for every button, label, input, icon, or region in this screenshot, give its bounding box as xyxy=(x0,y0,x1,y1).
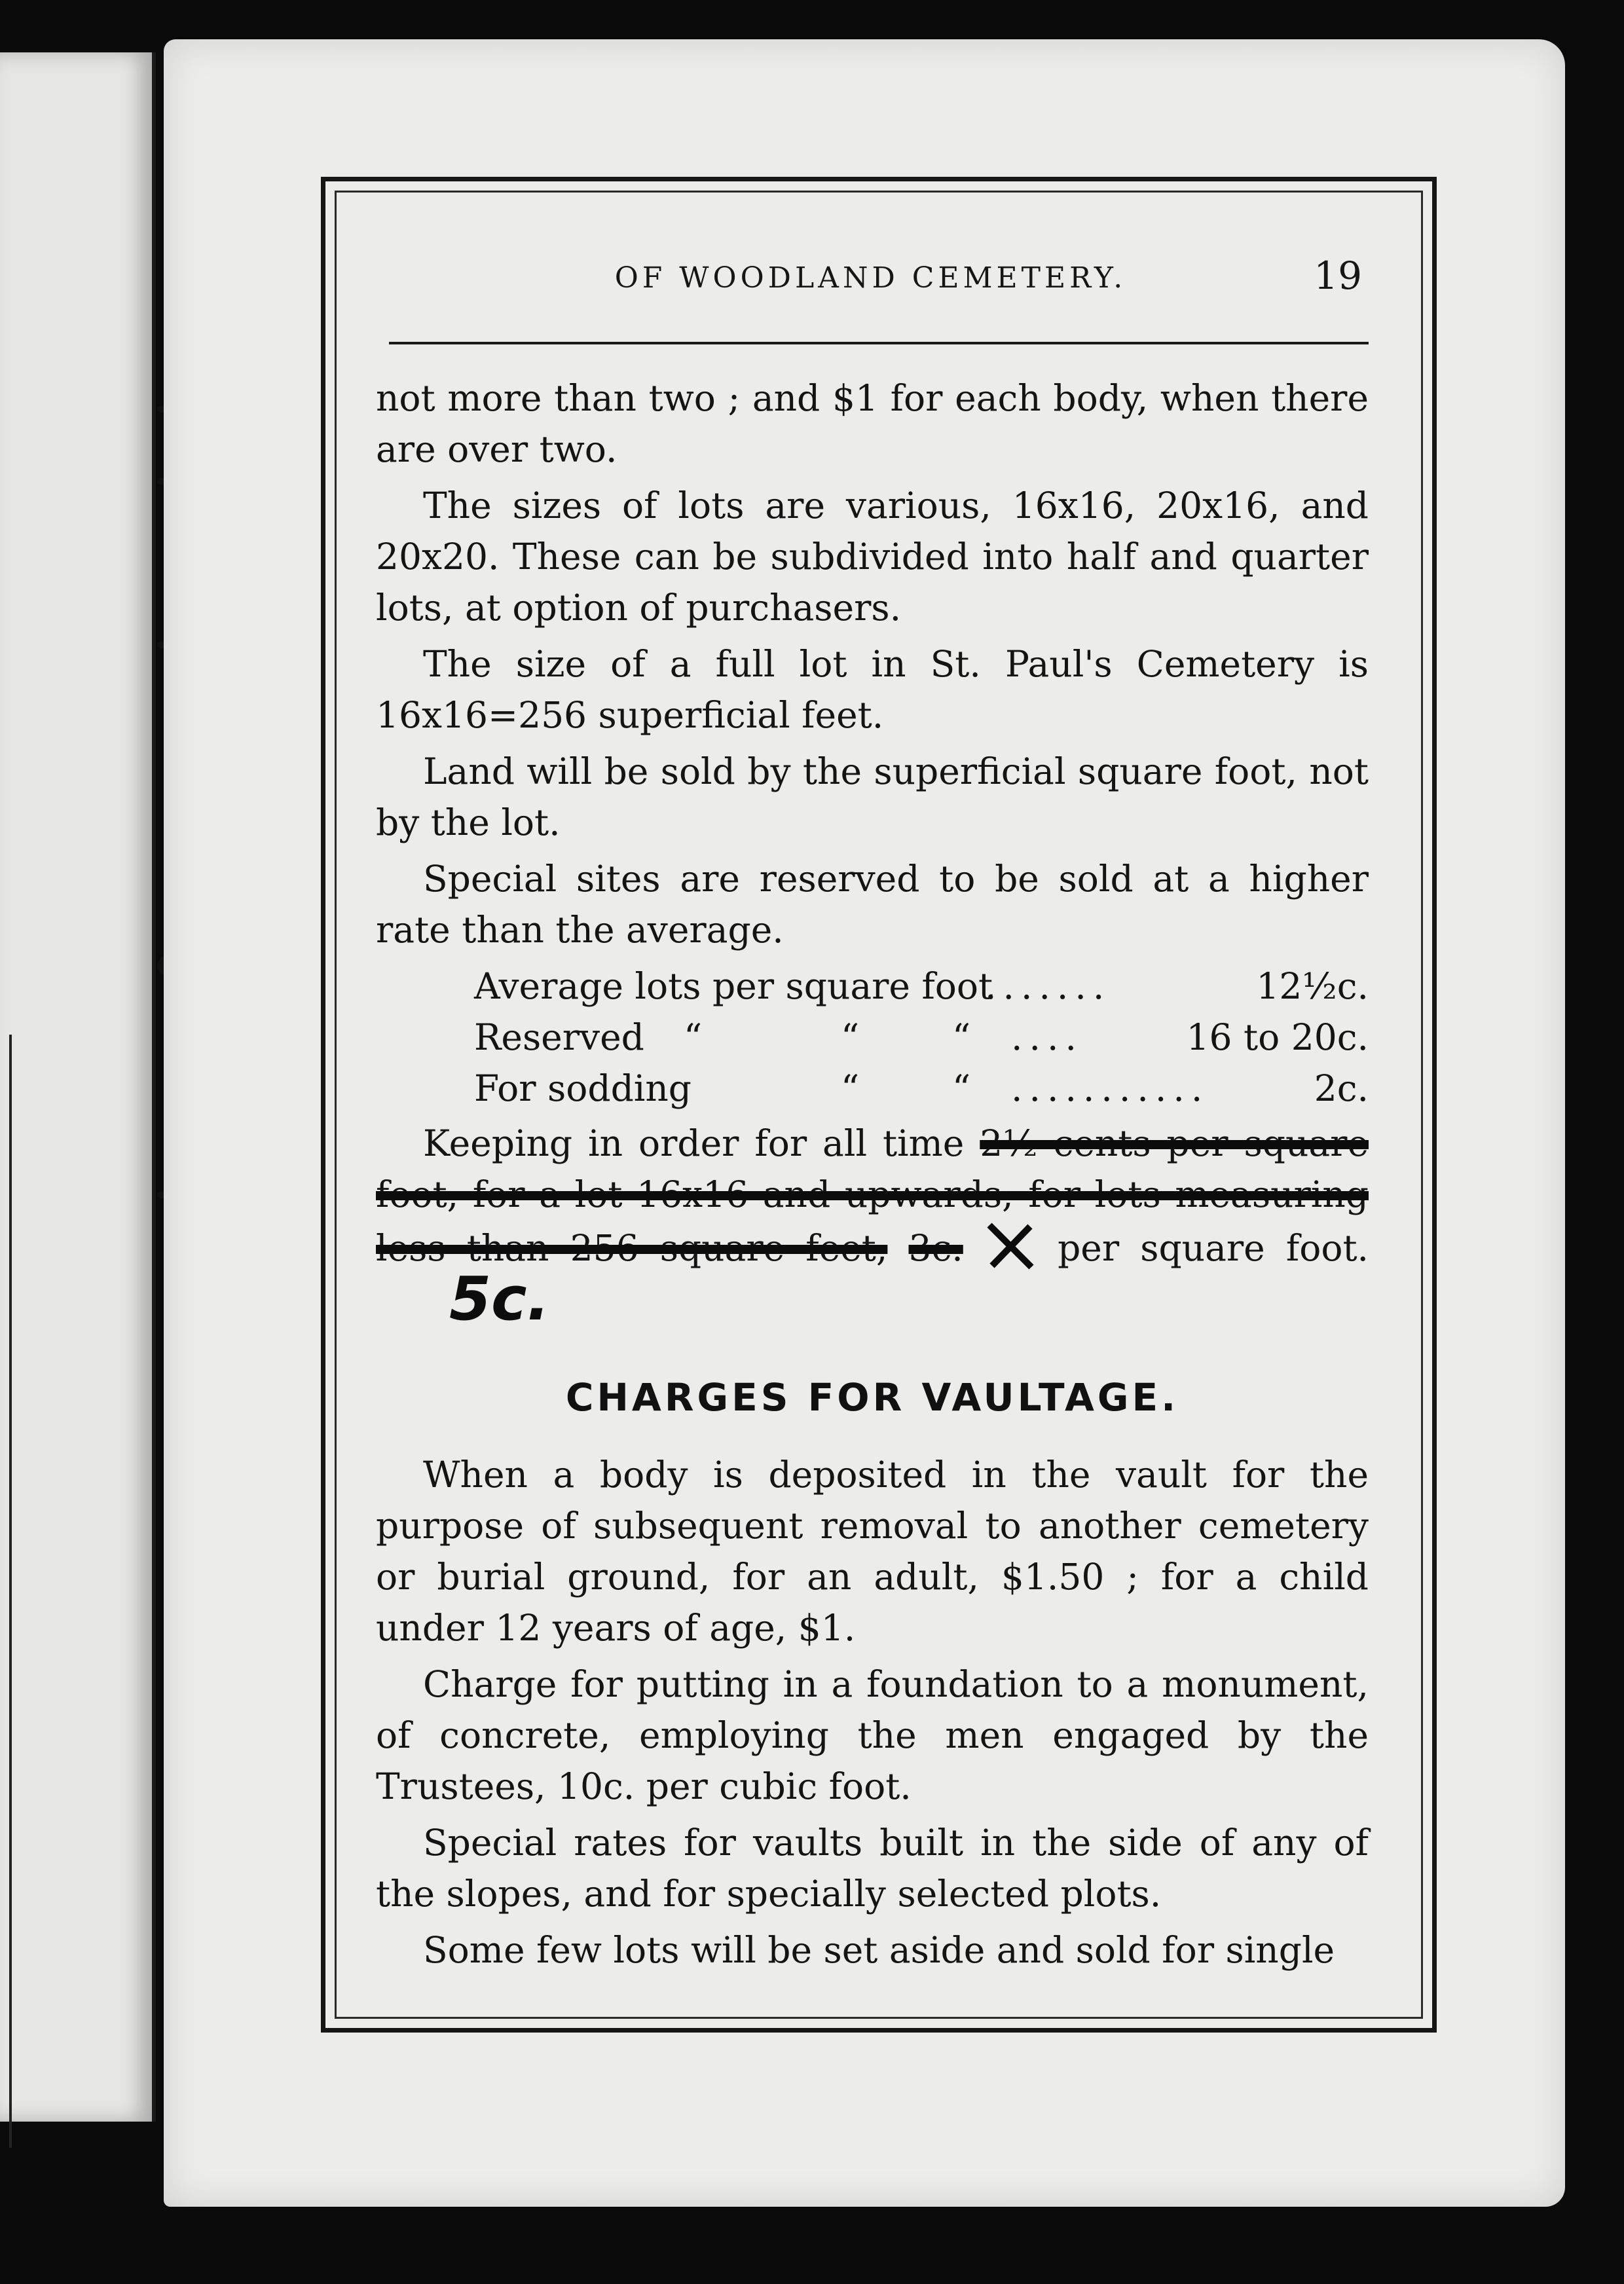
ditto-mark: “ xyxy=(952,1016,971,1058)
paragraph: When a body is deposited in the vault for the purpose of subsequent removal to another cemetery or burial ground, for an adult, $1.50 ; for a child under 12 years of age, $1. xyxy=(376,1454,1369,1649)
rate-row xyxy=(376,961,1369,1012)
paragraph: The sizes of lots are various, 16x16, 20x16, and 20x20. These can be subdivided into half and quarter lots, at option of purchasers. xyxy=(376,485,1369,629)
header-rule xyxy=(389,342,1369,344)
ditto-mark: “ xyxy=(841,1067,860,1109)
page-body xyxy=(376,373,1369,1981)
paragraph: not more than two ; and $1 for each body, when there are over two. xyxy=(376,377,1369,470)
page-number: 19 xyxy=(1314,253,1362,298)
section-heading: CHARGES FOR VAULTAGE. xyxy=(565,1375,1179,1420)
rate-table xyxy=(376,961,1369,1114)
struck-text: 2½ cents per square foot, for a lot 16x16 and upwards; for lots measuring less than 256 square feet, xyxy=(376,1122,1369,1269)
paragraph: Special sites are reserved to be sold at a higher rate than the average. xyxy=(376,858,1369,951)
ditto-mark: “ xyxy=(684,1016,703,1058)
rate-leader: ........... xyxy=(1011,1067,1209,1109)
rate-label: Average lots per square foot xyxy=(474,965,993,1007)
rate-label: For sodding xyxy=(474,1067,692,1109)
ditto-mark: “ xyxy=(952,1067,971,1109)
paragraph: Some few lots will be set aside and sold for single xyxy=(423,1929,1335,1971)
rate-leader: ....... xyxy=(985,965,1111,1007)
facing-page xyxy=(0,52,156,2122)
facing-page-border xyxy=(0,1035,12,2148)
running-title: OF WOODLAND CEMETERY. xyxy=(614,261,1127,295)
rate-value: 16 to 20c. xyxy=(1186,1016,1369,1058)
ditto-mark xyxy=(684,1063,841,1114)
keeping-lead: Keeping in order for all time xyxy=(423,1122,965,1164)
struck-rate: 3c. xyxy=(908,1227,963,1269)
paragraph: Land will be sold by the superficial square foot, not by the lot. xyxy=(376,750,1369,843)
rate-row xyxy=(376,1063,1369,1114)
page-frame-inner xyxy=(335,191,1423,2019)
rate-row xyxy=(376,1012,1369,1063)
paragraph: Special rates for vaults built in the side of any of the slopes, and for specially selected plots. xyxy=(376,1822,1369,1915)
page-header xyxy=(399,253,1362,314)
page-frame xyxy=(321,177,1437,2033)
rate-value: 2c. xyxy=(1314,1067,1369,1109)
rate-label: Reserved xyxy=(474,1016,644,1058)
paragraph: Charge for putting in a foundation to a monument, of concrete, employing the men engaged by the Trustees, 10c. per cubic foot. xyxy=(376,1663,1369,1807)
rate-value: 12½c. xyxy=(1256,965,1369,1007)
cross-out-icon xyxy=(984,1220,1037,1272)
keeping-tail: per square foot. xyxy=(1058,1227,1369,1269)
handwritten-correction: 5c. xyxy=(449,1264,550,1334)
rate-leader: .... xyxy=(1011,1016,1083,1058)
keeping-paragraph xyxy=(376,1118,1369,1334)
ditto-mark: “ xyxy=(841,1016,860,1058)
paragraph: The size of a full lot in St. Paul's Cemetery is 16x16=256 superficial feet. xyxy=(376,643,1369,736)
